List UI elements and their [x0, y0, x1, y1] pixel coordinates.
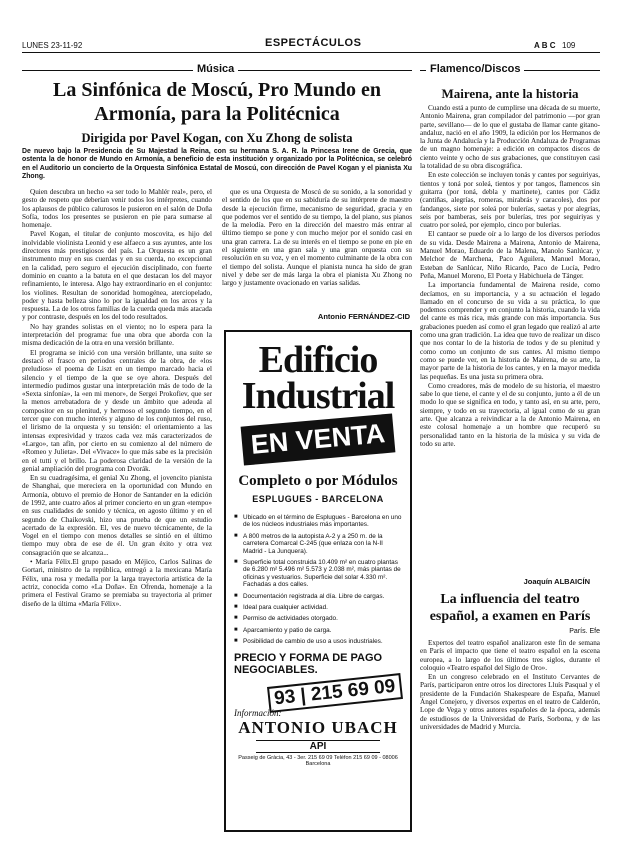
music-paragraph: Quien descubra un hecho «a ser todo lo Mahlér real», pero, el gesto de respeto que deberían venir todos los intérpretes, cuando los aplausos de público calurosos le pusieron en el salón de Doña Sofía, todos los presentes se pusieron en pie para sumarse al homenaje. — [22, 188, 212, 230]
page-number: 109 — [562, 41, 576, 50]
flamenco-paragraph: La importancia fundamental de Mairena reside, como decíamos, en su importancia, y a su actuación el legado llamado en el concurso de su vida a su práctica, lo que podemos comprender y en conjunto la historia, cuando la vida del cante es más rica, más grande con más importancia. Sus grabaciones pueden así como el gran legado que realizó al arte como una gran tradición. La idea que tuvo de realizar un disco que nos contar lo de la historia de todos y de su plenitud y como como un conjunto de sus cantes. Al mismo tiempo como se puede ver, en la historia de Mairena, de su arte, la mayor parte de la historia de los cantes, y en la mayor medida las pequeñas. Es una justa su primera obra. — [420, 281, 600, 381]
ad-contact-name: ANTONIO UBACH — [238, 717, 398, 737]
paper-name: A B C — [534, 41, 556, 50]
ad-banner: EN VENTA — [241, 413, 396, 465]
flamenco-signature: Joaquín ALBAICÍN — [523, 577, 590, 586]
flamenco-headline: Mairena, ante la historia — [441, 86, 579, 101]
ad-phone: 93 | 215 69 09 — [267, 673, 403, 713]
music-paragraph: El programa se inició con una versión brillante, una suite se destacó el frasco en periodos centrales de la obra, de «los preludios» el poema de Liszt en un tiempo marcado hacia el silencio y el tiempo de la que se oye ahora. Después del intermedio pudimos gustar una interpretación más de todo de la «Sexta sinfonía», la «en mi menor», de Sergei Prokofiev, que ser la menos arrebatadora de y desde un ámbito que adeuda al compositor en su plenitud, y hermoso el segundo tiempo, en el tercer que con mucho interés y alguno de los conjuntos del ruso, el lirismo de la orquesta y su tensión: el orientamiento a las intensas expresividad y trazos cada vez más caracterizados de «Largo», tan afín, por cierto en su comienzo al del número de «Romeo y Julieta». Del «Vivace» lo que más sabe es la precisión en el tutti y el brillo. La poderosa claridad de la versión de la genial ampliación del programa con Dvorák. — [22, 348, 212, 473]
flamenco-paragraph: En este colección se incluyen tonás y cantes por seguiriyas, tientos y toná por soleá, tientos y por tangos, flamencos sin guitarra (por toná, debla y martinete), cantes por Cádiz (cantiñas, alegrías, romeras, mirabrás y caracoles), dos por fandangos, siete por soleá por bulerías, saetas y por alegrías, seis por bamberas, seis por bulerías, tres por seguiriyas y cuatro por soleá, por ejemplo, cinco por bulerías. — [420, 171, 600, 230]
music-paragraph: No hay grandes solistas en el viento; no lo espera para la interpretación del programa: fue una obra que aborda con la misma dedicación de la otra en una versión brillante. — [22, 322, 212, 348]
theatre-headline: La influencia del teatro español, a examen en París — [429, 592, 591, 624]
music-headline: La Sinfónica de Moscú, Pro Mundo en Armonía, para la Politécnica — [53, 79, 381, 125]
music-paragraph: Pavel Kogan, el titular de conjunto moscovita, es hijo del inolvidable violinista Leonid y ese alfaeco a sus ayuntes, ante los directores más prestigiosos del país. La Orquesta es un gran instrumento muy en sus cuerdas y en su cuerda, no excepcional en la calidad, pero seguro el ejecución disciplinado, con fuerte dominio en cuanto a la batuta en el que destacan los del mayor refinamiento, le interesa. Algo hay extraordinario en el conjunto: los violines. Resultan de sonoridad homogénea, aterciopelado, poder y hasta belleza sino lo por la igualdad en los arcos y la respuesta. La de los otros familias de la cuerda queda más atacada y por contraste, después en los del todo resultados. — [22, 230, 212, 322]
theatre-paragraph: En un congreso celebrado en el Instituto Cervantes de París, participaron entre otros los directores Lluís Pasqual y el presidente de la Fundación Shakespeare de España, Manuel Ángel Conejero, y diversos expertos en el teatro de Calderón, Lope de Vega y otros autores españoles de la época, además de estudiosos de la Universidad de París, Sorbona, y de las universidades de Madrid y Murcia. — [420, 673, 600, 731]
ad-info-label: Información: — [234, 707, 282, 718]
section-title: ESPECTÁCULOS — [265, 37, 362, 49]
flamenco-paragraph: Como creadores, más de modelo de su historia, el maestro sabe lo que tiene, el cante y el de su conjunto, junto a él de un modo lo que se significa en todo, y tanto así, en su arte, pero, siempre, y todo en su trayectoria, al igual como de su gran arte. Que alcanza a reivindicar a la de Antonio Mairena, en este colosal homenaje a un hombre que recuperó su personalidad tanto en la historia de la música y su vida de todo su arte. — [420, 381, 600, 448]
music-signature: Antonio FERNÁNDEZ-CID — [317, 312, 410, 321]
music-paragraph: En su cuadragésima, el genial Xu Zhong, el jovencito pianista de Shanghai, que mereciera en la oportunidad con Mundo en Armonía, obtuvo el premio de Honor de Santander en la edición de 1992, ante cuatro años al primer concierto en un gran «tempo» en sus cualidades de sonido y técnica, en agosto último y en el segundo de Chaikovski, hizo una prueba de que un estudio acertado de la expresión. El, ves de nuevo técnicamente, de la Vogel en el tiempo con menos detalles se sintió en el último tiempo muy obra de ese de él. Un gran éxito y otra vez consagración que se alcanza... — [22, 474, 212, 557]
header-rule — [22, 52, 600, 53]
ad-price: PRECIO Y FORMA DE PAGO NEGOCIABLES. — [234, 651, 383, 676]
ad-location: ESPLUGUES - BARCELONA — [252, 494, 384, 504]
flamenco-body — [420, 104, 600, 574]
ad-title-line2: Industrial — [241, 375, 395, 417]
music-lead: De nuevo bajo la Presidencia de Su Majestad la Reina, con su hermana S. A. R. la Princesa Irene de Grecia, que ostenta la de honor de Mundo en Armonía, a beneficio de esta institución y organizado por la Politécnica, se celebró en el Auditorio un concierto de la Orquesta Sinfónica Estatal de Moscú, con dirección de Pavel Kogan y el pianista Xu Zhong. — [22, 148, 412, 181]
ad-bullet: ■ Aparcamiento y patio de carga. — [234, 627, 402, 634]
music-paragraph: • María Félix.El grupo pasado en Méjico, Carlos Salinas de Gortari, ministro de la república, entregó a la mexicana María Félix, una rosa y medalla por la larga trayectoria artística de la actriz, conocida como «La Doña». En Ofrenda, homenaje a la primera el Festival Gramo se premiaba su trayectoria al primer diseño de la última «María Félix». — [22, 558, 212, 608]
music-subtitle: Dirigida por Pavel Kogan, con Xu Zhong de solista — [81, 131, 353, 145]
ad-title-line1: Edificio — [258, 339, 378, 381]
ad-bullet: ■ A 800 metros de la autopista A-2 y a 250 m. de la carretera Comarcal C-245 (que enlaza con la N-II Madrid - La Junquera). — [234, 533, 402, 555]
ad-subtitle: Completo o por Módulos — [238, 473, 398, 489]
ad-bullet: ■ Documentación registrada al día. Libre de cargas. — [234, 593, 402, 600]
real-estate-ad — [224, 330, 412, 832]
ad-bullet: ■ Superficie total construida 10.409 m² en cuatro plantas de 6.280 m² 5.496 m² 5.573 y 2.038 m², más plantas de oficinas y vestuarios. Superficie del solar 4.330 m². Fachadas a dos calles. — [234, 559, 402, 589]
ad-bullet: ■ Permiso de actividades otorgado. — [234, 615, 402, 622]
ad-bullet-list — [234, 514, 402, 646]
ad-address: Passeig de Gràcia, 43 - 3er. 215 69 09 Telèfon 215 69 09 - 08006 Barcelona — [238, 754, 398, 768]
flamenco-kicker: Flamenco/Discos — [426, 63, 524, 75]
theatre-body — [420, 639, 600, 829]
ad-company: API — [256, 740, 380, 753]
music-paragraph: que es una Orquesta de Moscú de su sonido, a la sonoridad y el sentido de los que en su sabiduría de su intérprete de maestro desde la ejecución firme, mecanismo de seguridad, gracia y en que podemos ver el sentido de su tiempo, la del piano, sus pianos de la melodía. Pero en la dirección del maestro más entrar al último tiempo se pone y con mucho mejor por el sonido casi en una gran carrera. La de su interés en el tiempo se pone en pie en el siguiente en una gran sala y una gran orquesta con su resolución en su voz, y en el momento culminante de la obra con el tiempo del solista. Aunque el pianista nunca ha sido de gran nivel y debe ser de más larga la obra el pianista Xu Zhong no largo y justamente ovacionado en varias salidas. — [222, 188, 412, 288]
page-date: LUNES 23-11-92 — [22, 41, 83, 50]
music-column-1 — [22, 188, 212, 828]
theatre-dateline: París. Efe — [569, 628, 600, 635]
ad-bullet: ■ Ubicado en el término de Esplugues - Barcelona en uno de los núcleos industriales más importantes. — [234, 514, 402, 529]
music-kicker: Música — [193, 63, 238, 75]
music-column-2 — [222, 188, 412, 310]
flamenco-paragraph: El cantaor se puede oír a lo largo de los diversos períodos de su vida. Desde Mairena a Mairena, Antonio de Mairena, Manuel Morao, Eduardo de la Malena, Manolo Sanlúcar, y Melchor de Marchena, Paco Aguilera, Manuel Morao, Esteban de Sanlúcar, Niño Ricardo, Paco de Lucía, Pedro Peña, Manuel Moreno, El Poeta y Habichuela de Tánger. — [420, 230, 600, 280]
ad-bullet: ■ Posibilidad de cambio de uso a usos industriales. — [234, 638, 402, 645]
flamenco-paragraph: Cuando está a punto de cumplirse una década de su muerte, Antonio Mairena, gran compilador del patrimonio —por gran parte, sevillano— de lo que el gustaba de llamar cante gitano-andaluz, nació en el año 1909, la edición por los Hermanos de la Junta de Andalucía y la Producción Andaluza de Programas de un magno homenaje: a edición en compactos discos de ciento veinte y ocho de sus grabaciones, que constituyen casi la totalidad de su obra discográfica. — [420, 104, 600, 171]
theatre-paragraph: Expertos del teatro español analizaron este fin de semana en París el impacto que tiene el teatro español en la escena europea, a lo largo de los últimos tres siglos, durante el coloquio «Teatro español del Siglo de Oro». — [420, 639, 600, 672]
ad-bullet: ■ Ideal para cualquier actividad. — [234, 604, 402, 611]
